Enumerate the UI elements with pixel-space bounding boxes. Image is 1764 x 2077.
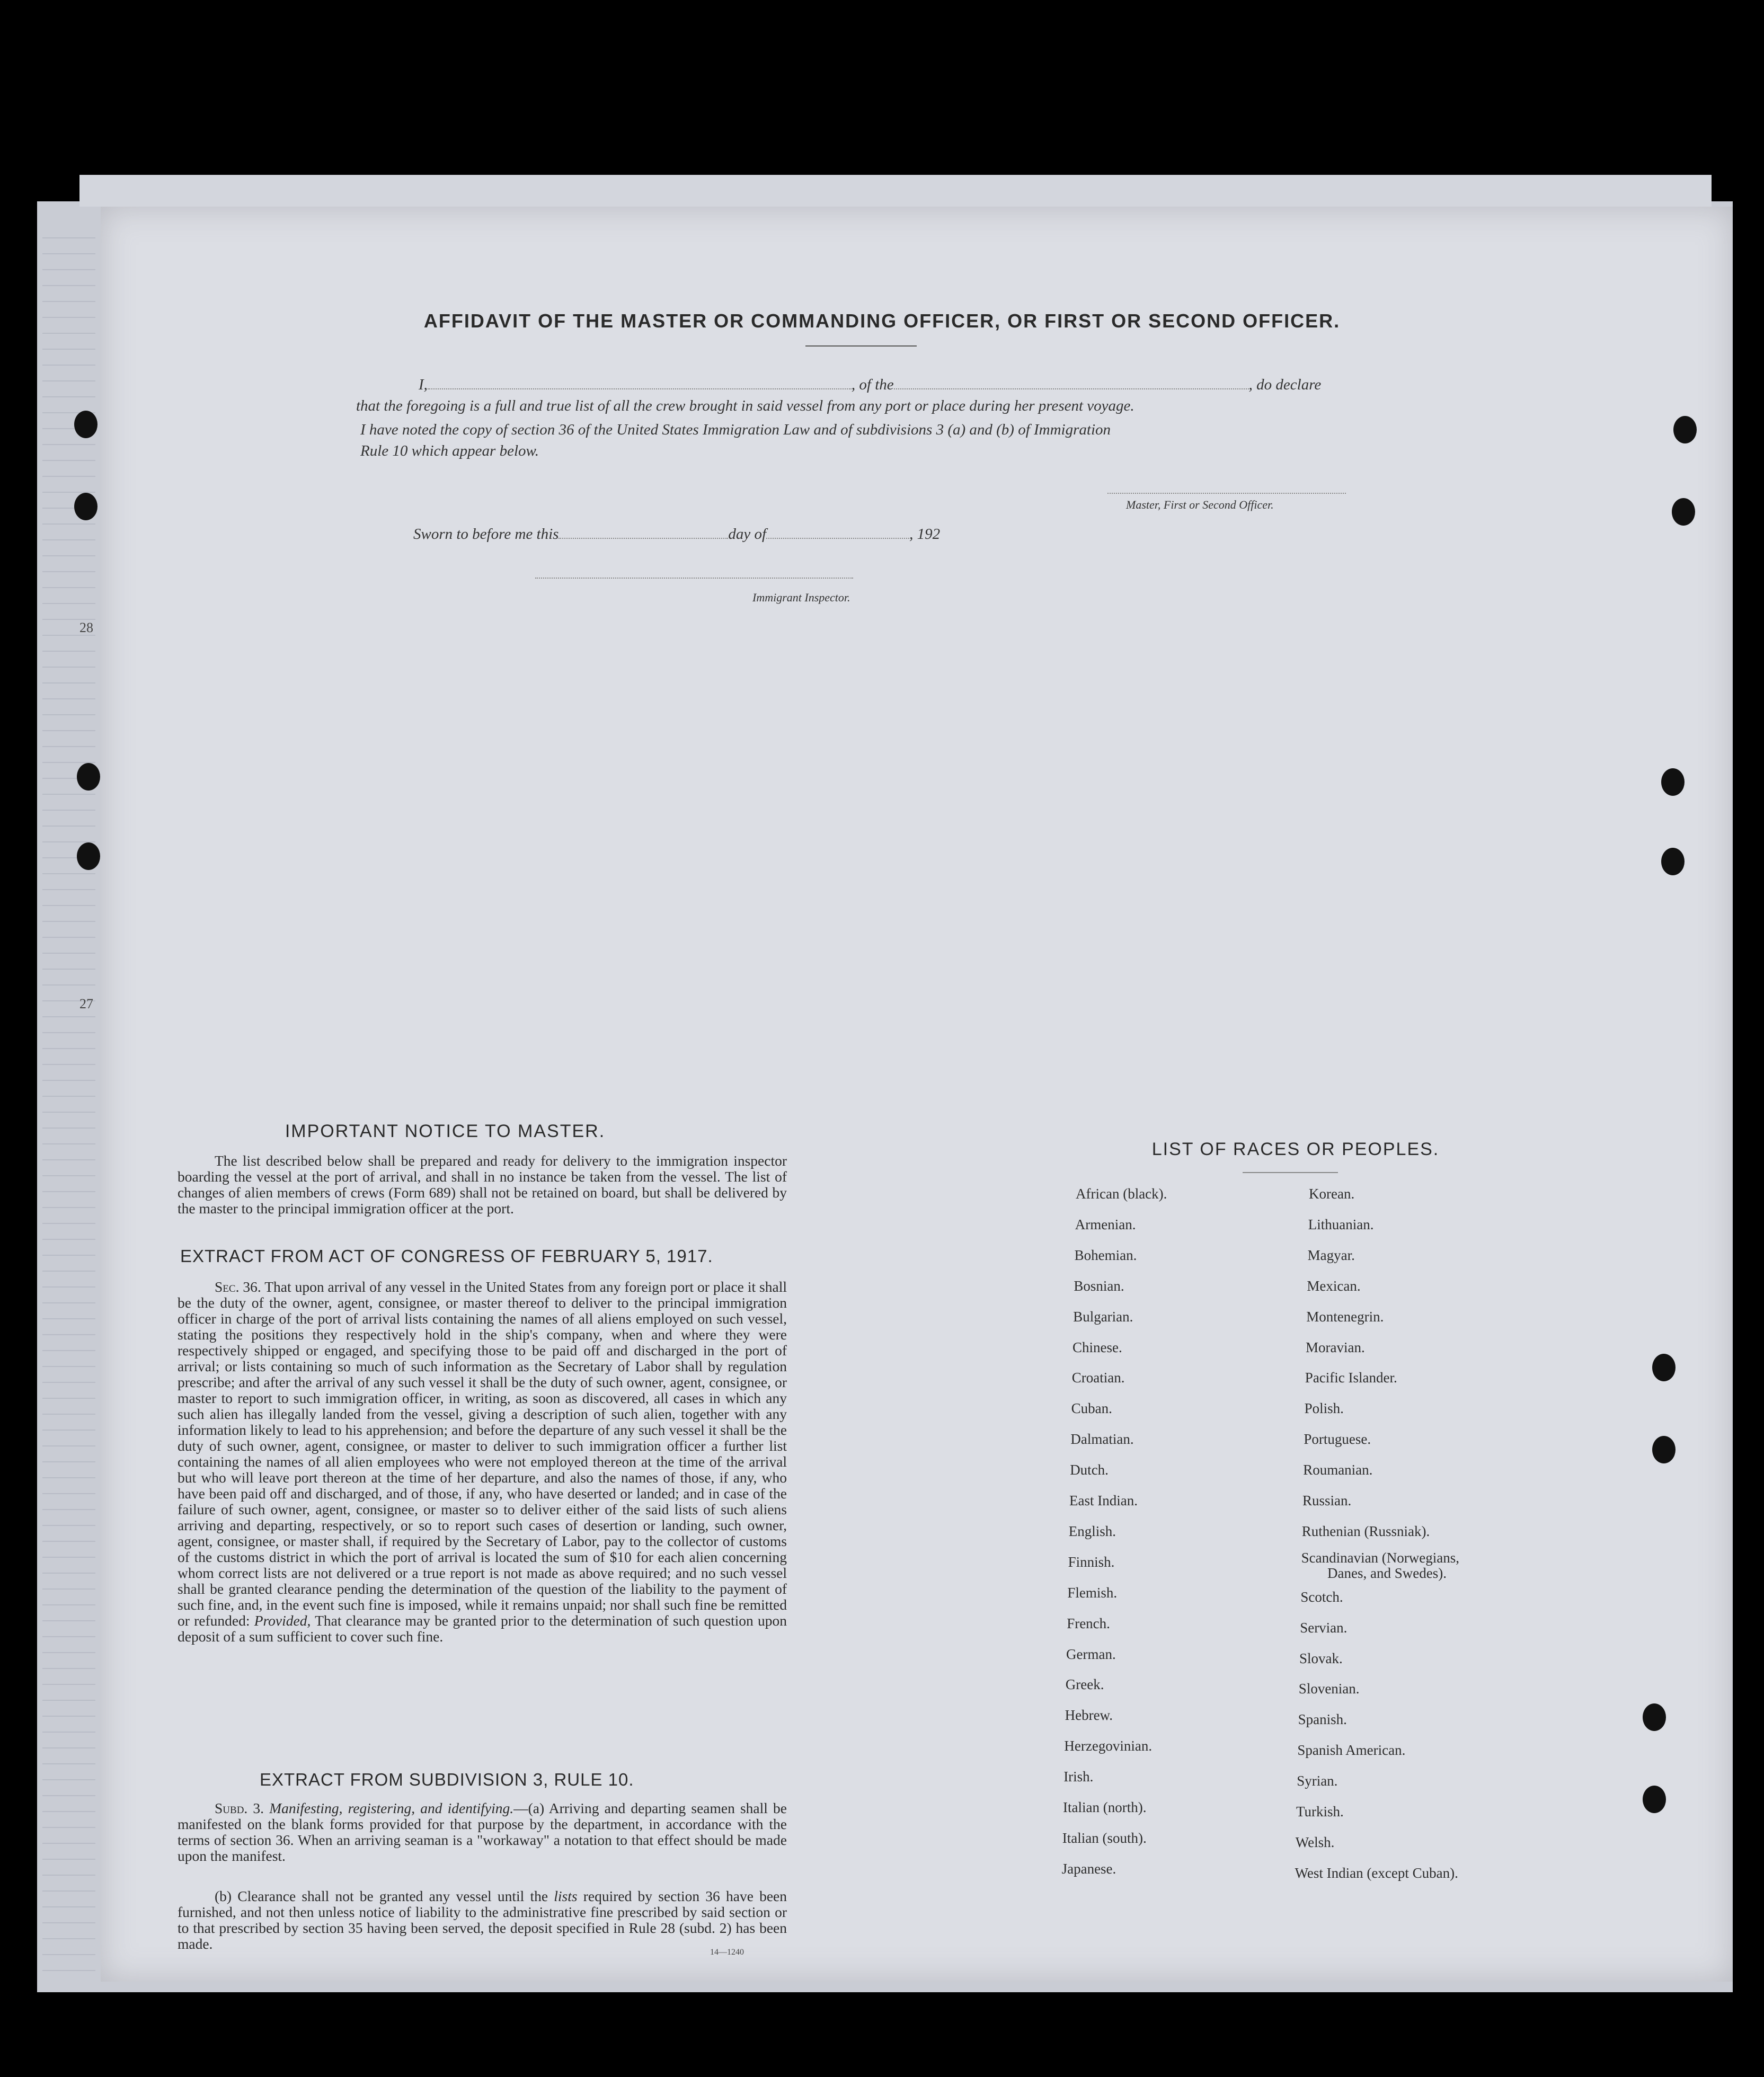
day-of-text: day of (728, 526, 767, 543)
section-36-end: That clearance may be granted prior to the determination of such question upon deposit of a sum sufficient to cover such fine. (178, 1612, 787, 1645)
race-item: Bulgarian. (1073, 1308, 1133, 1325)
race-item: Turkish. (1296, 1804, 1344, 1819)
rule-heading: EXTRACT FROM SUBDIVISION 3, RULE 10. (260, 1770, 634, 1789)
rule-para-a (178, 1800, 787, 1864)
races-heading: LIST OF RACES OR PEOPLES. (1151, 1139, 1440, 1159)
race-item: Hebrew. (1065, 1707, 1113, 1724)
race-item: African (black). (1076, 1186, 1167, 1202)
punch-hole-icon (1673, 416, 1697, 443)
race-item: Lithuanian. (1308, 1216, 1374, 1232)
race-item: Portuguese. (1304, 1431, 1371, 1448)
race-item: Croatian. (1071, 1370, 1125, 1386)
punch-hole-icon (1643, 1786, 1666, 1813)
race-item: Ruthenian (Russniak). (1301, 1523, 1430, 1539)
race-item: Slovenian. (1298, 1681, 1360, 1697)
race-item: Italian (south). (1062, 1830, 1147, 1846)
punch-hole-icon (74, 493, 97, 520)
section-36-text: That upon arrival of any vessel in the United States from any foreign port or place it shall be the duty of the owner, agent, consignee, or master thereof to deliver to the principal immigration officer in charge of the port of arrival lists containing the names of all aliens employed on such vessel, stating the positions they respectively hold in the ship's company, when and where they were respectively shipped or engaged, and specifying those to be paid off and discharged in the port of arrival; or lists containing so much of such information as the Secretary of Labor shall by regulation prescribe; and after the arrival of any such vessel it shall be the duty of such owner, agent, consignee, or master to report to such immigration officer, in writing, as soon as discovered, all cases in which any such alien has illegally landed from the vessel, giving a description of such alien, together with any information likely to lead to his apprehension; and before the departure of any such vessel it shall be the duty of such owner, agent, consignee, or master to deliver to such immigration officer a further list containing the names of all alien employees who were not employed thereon at the time of the arrival but who will leave port thereon at the time of her departure, and also the names of those, if any, who have been paid off and discharged, and of those, if any, who have deserted or landed; and in case of the failure of such owner, agent, consignee, or master so to deliver either of the said lists of such aliens arriving and departing, respectively, or so to report such cases of desertion or landing, such owner, agent, consignee, or master shall, if required by the Secretary of Labor, pay to the collector of customs of the customs district in which the port of arrival is located the sum of $10 for each alien concerning whom correct lists are not delivered or a true report is not made as above required; and no such vessel shall be granted clearance pending the determination of the question of the liability to the payment of such fine, and, in the event such fine is imposed, while it remains unpaid; nor shall such fine be remitted or refunded: (178, 1279, 787, 1629)
vessel-field[interactable] (894, 388, 1249, 389)
ledger-edge (42, 223, 95, 1971)
punch-hole-icon (77, 842, 100, 870)
race-item: Dalmatian. (1070, 1431, 1134, 1448)
subd-title: Manifesting, registering, and identifying. (269, 1800, 514, 1816)
punch-hole-icon (1661, 848, 1685, 875)
act-text (178, 1279, 787, 1645)
form-page (101, 207, 1733, 1982)
race-item: Servian. (1300, 1619, 1348, 1636)
punch-hole-icon (1661, 768, 1685, 796)
race-item: Russian. (1302, 1493, 1352, 1508)
year-text: , 192 (909, 526, 941, 543)
affidavit-line1 (419, 376, 1321, 394)
race-item: Flemish. (1067, 1584, 1118, 1601)
race-item: Japanese. (1061, 1860, 1116, 1877)
notice-text: The list described below shall be prepared and ready for delivery to the immigration inspector boarding the vessel at the port of arrival, and shall in no instance be taken from the vessel. The list of changes of alien members of crews (Form 689) shall not be retained on board, but shall be delivered by the master to the principal immigration officer at the port. (178, 1152, 787, 1217)
affidavit-i: I, (419, 376, 428, 393)
affidavit-of: , of the (851, 376, 894, 393)
race-item: Korean. (1309, 1186, 1355, 1202)
race-item: Moravian. (1306, 1339, 1365, 1355)
sheet-edge (79, 175, 1712, 207)
race-item: Finnish. (1068, 1554, 1115, 1570)
punch-hole-icon (1672, 498, 1695, 526)
race-item: Irish. (1063, 1769, 1094, 1785)
divider (1243, 1172, 1338, 1173)
race-item: Mexican. (1307, 1277, 1361, 1294)
margin-number: 27 (79, 996, 93, 1011)
subd-b-lists: lists (554, 1888, 578, 1904)
punch-hole-icon (74, 411, 97, 438)
master-signature-line[interactable] (1107, 493, 1346, 494)
race-item: Dutch. (1070, 1462, 1109, 1478)
margin-number: 28 (79, 620, 93, 635)
punch-hole-icon (1643, 1703, 1666, 1731)
affidavit-line4: Rule 10 which appear below. (360, 442, 539, 459)
sworn-line (413, 526, 940, 543)
race-item: Spanish American. (1297, 1742, 1406, 1759)
race-item: Danes, and Swedes). (1327, 1565, 1447, 1581)
affidavit-line3: I have noted the copy of section 36 of the United States Immigration Law and of subdivisions 3 (a) and (b) of Immigration (360, 421, 1111, 438)
race-item: Syrian. (1297, 1773, 1338, 1789)
race-item: Bohemian. (1074, 1247, 1137, 1263)
race-item: Bosnian. (1074, 1277, 1124, 1294)
race-item: Greek. (1065, 1676, 1104, 1693)
race-item: Cuban. (1071, 1400, 1112, 1417)
subd-a-text: —(a) Arriving and departing seamen shall be manifested on the blank forms provided for that purpose by the department, in accordance with the terms of section 36. When an arriving seaman is a "workaway" a notation to that effect should be made upon the manifest. (178, 1800, 787, 1864)
notice-heading: IMPORTANT NOTICE TO MASTER. (285, 1121, 606, 1141)
subd-b-text: required by section 36 have been furnished, and not then unless notice of liability to the administrative fine prescribed by said section or to that prescribed by section 35 having been served, the deposit specified in Rule 28 (subd. 2) has been made. (178, 1888, 787, 1952)
race-item: Slovak. (1299, 1650, 1343, 1666)
punch-hole-icon (1652, 1436, 1676, 1463)
race-item: Pacific Islander. (1305, 1370, 1397, 1386)
subd-b-start: (b) Clearance shall not be granted any vessel until the (215, 1888, 548, 1904)
sworn-text: Sworn to before me this (413, 526, 559, 543)
subd-label: Subd. 3. (215, 1800, 264, 1816)
race-item: West Indian (except Cuban). (1295, 1865, 1458, 1881)
rule-para-b (178, 1888, 787, 1952)
name-field[interactable] (428, 388, 852, 389)
provided-word: Provided, (254, 1612, 311, 1629)
affidavit-heading: AFFIDAVIT OF THE MASTER OR COMMANDING OFFICER, OR FIRST OR SECOND OFFICER. (423, 310, 1341, 332)
punch-hole-icon (1652, 1354, 1676, 1381)
divider (805, 345, 917, 347)
race-item: Italian (north). (1063, 1799, 1147, 1815)
race-item: Armenian. (1075, 1216, 1136, 1232)
race-item: Scotch. (1300, 1588, 1343, 1605)
race-item: Herzegovinian. (1064, 1738, 1153, 1754)
race-item: Roumanian. (1303, 1462, 1373, 1478)
race-item: Magyar. (1307, 1247, 1355, 1263)
form-number: 14—1240 (710, 1948, 744, 1957)
punch-hole-icon (77, 763, 100, 791)
race-item: Chinese. (1072, 1339, 1122, 1355)
race-item: Montenegrin. (1306, 1308, 1384, 1325)
affidavit-line2: that the foregoing is a full and true list of all the crew brought in said vessel from any port or place during her present voyage. (356, 397, 1134, 414)
race-item: English. (1068, 1523, 1116, 1539)
race-item: East Indian. (1069, 1493, 1138, 1508)
race-item: Scandinavian (Norwegians, (1301, 1549, 1460, 1566)
day-field[interactable] (559, 538, 728, 539)
affidavit-declare: , do declare (1248, 376, 1322, 393)
inspector-signature-line[interactable] (535, 578, 853, 579)
race-item: German. (1066, 1646, 1116, 1662)
race-item: French. (1067, 1615, 1110, 1631)
race-item: Polish. (1304, 1400, 1344, 1417)
inspector-label: Immigrant Inspector. (752, 591, 850, 604)
race-item: Welsh. (1295, 1834, 1335, 1850)
act-heading: EXTRACT FROM ACT OF CONGRESS OF FEBRUARY 5, 1917. (180, 1246, 713, 1266)
section-label: Sec. 36. (215, 1279, 261, 1295)
master-signature-label: Master, First or Second Officer. (1126, 498, 1274, 511)
race-item: Spanish. (1298, 1711, 1347, 1728)
month-field[interactable] (766, 538, 909, 539)
